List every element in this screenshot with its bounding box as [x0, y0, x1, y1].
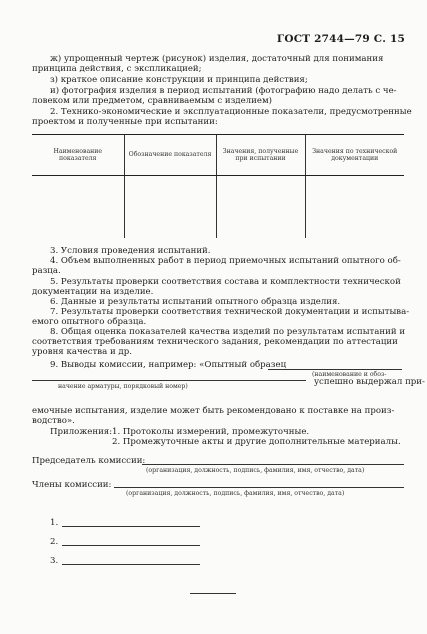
text-line: 2. Технико-экономические и эксплуатационные показатели, предусмотренные	[50, 107, 412, 117]
text-line: водство».	[32, 416, 75, 426]
member-number: 3.	[50, 556, 59, 566]
table-header-cell: Значения по технической документации	[305, 135, 404, 176]
text-line: соответствия требованиям технического задания, рекомендации по аттестации	[32, 337, 398, 347]
text-line: 9. Выводы комиссии, например: «Опытный образец	[50, 360, 287, 370]
table-cell	[124, 176, 216, 239]
text-line: 4. Объем выполненных работ в период приемочных испытаний опытного об-	[50, 256, 401, 266]
text-line: разца.	[32, 266, 61, 276]
end-divider	[190, 593, 236, 594]
table-row	[32, 176, 404, 239]
text-line: 5. Результаты проверки соответствия состава и комплектности технической	[50, 277, 401, 287]
text-line: успешно выдержал при-	[314, 377, 425, 387]
signature-line	[62, 545, 200, 546]
table-cell	[32, 176, 124, 239]
text-line: з) краткое описание конструкции и принципа действия;	[50, 75, 308, 85]
text-line: 2. Промежуточные акты и другие дополнительные материалы.	[112, 437, 401, 447]
field-caption: (организация, должность, подпись, фамилия, имя, отчество, дата)	[126, 490, 345, 497]
text-line: емого опытного образца.	[32, 317, 147, 327]
member-number: 2.	[50, 537, 59, 547]
field-caption: (наименование и обоз-	[312, 371, 387, 378]
text-line: 1. Протоколы измерений, промежуточные.	[112, 427, 310, 437]
member-number: 1.	[50, 518, 59, 528]
table-cell	[216, 176, 305, 239]
members-label: Члены комиссии:	[32, 480, 112, 490]
text-line: ловеком или предметом, сравниваемым с изделием)	[32, 96, 272, 106]
table-header-cell: Наименование показателя	[32, 135, 124, 176]
page-header-gost: ГОСТ 2744—79 С. 15	[276, 33, 405, 45]
table-header-row	[32, 135, 404, 176]
text-line: 8. Общая оценка показателей качества изделий по результатам испытаний и	[50, 327, 406, 337]
text-line: документации на изделие.	[32, 287, 154, 297]
table-cell	[305, 176, 404, 239]
table-header-cell: Обозначение показателя	[124, 135, 216, 176]
text-line: 7. Результаты проверки соответствия технической документации и испытыва-	[50, 307, 410, 317]
chairman-label: Председатель комиссии:	[32, 456, 146, 466]
signature-line	[142, 464, 404, 465]
signature-line	[62, 564, 200, 565]
text-line: и) фотография изделия в период испытаний (фотографию надо делать с че-	[50, 86, 397, 96]
text-line: емочные испытания, изделие может быть рекомендовано к поставке на произ-	[32, 406, 395, 416]
indicators-table	[32, 134, 404, 238]
text-line: принципа действия, с экспликацией;	[32, 64, 202, 74]
field-caption: (организация, должность, подпись, фамилия, имя, отчество, дата)	[146, 467, 365, 474]
field-caption: начение арматуры, порядковый номер)	[58, 383, 188, 390]
text-line: ж) упрощенный чертеж (рисунок) изделия, достаточный для понимания	[50, 54, 384, 64]
text-line: 3. Условия проведения испытаний.	[50, 246, 211, 256]
text-line: уровня качества и др.	[32, 347, 132, 357]
signature-line	[62, 526, 200, 527]
text-line: проектом и полученные при испытании:	[32, 117, 218, 127]
appendices-label: Приложения:	[50, 427, 113, 437]
table-header-cell: Значения, полученные при испытании	[216, 135, 305, 176]
fill-in-line	[32, 380, 306, 381]
signature-line	[114, 487, 404, 488]
text-line: 6. Данные и результаты испытаний опытного образца изделия.	[50, 297, 341, 307]
fill-in-line	[268, 369, 402, 370]
